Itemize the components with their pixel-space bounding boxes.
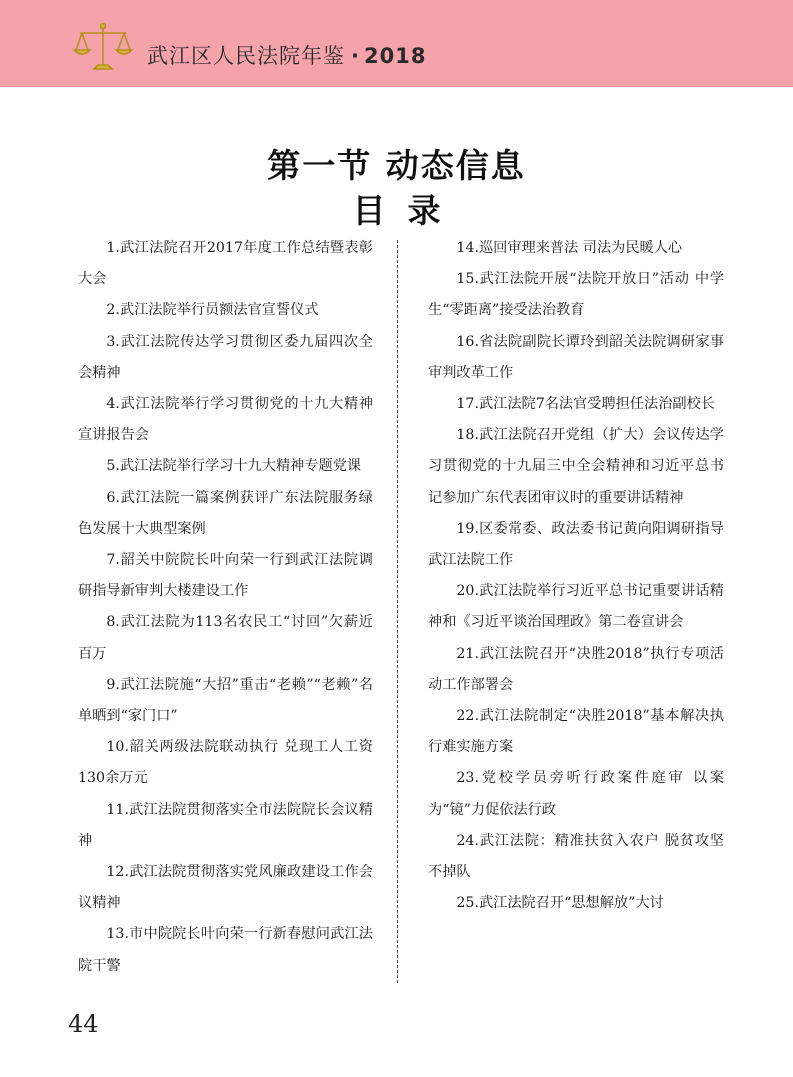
toc-entry: 7.韶关中院院长叶向荣一行到武江法院调研指导新审判大楼建设工作 xyxy=(78,552,373,600)
yearbook-title xyxy=(147,40,426,70)
toc-entry: 15.武江法院开展“法院开放日”活动 中学生“零距离”接受法治教育 xyxy=(428,271,724,319)
toc-entry: 22.武江法院制定“决胜2018”基本解决执行难实施方案 xyxy=(428,708,724,756)
toc-entry: 8.武江法院为113名农民工“讨回”欠薪近百万 xyxy=(78,614,373,662)
page-number: 44 xyxy=(68,1010,99,1038)
toc-entry: 11.武江法院贯彻落实全市法院院长会议精神 xyxy=(78,801,373,849)
toc-entry: 6.武江法院一篇案例获评广东法院服务绿色发展十大典型案例 xyxy=(78,489,373,537)
toc-entry: 13.市中院院长叶向荣一行新春慰问武江法院干警 xyxy=(78,926,373,974)
toc-entry: 21.武江法院召开“决胜2018”执行专项活动工作部署会 xyxy=(428,645,724,693)
toc-entry: 2.武江法院举行员额法官宣誓仪式 xyxy=(106,302,319,319)
yearbook-name: 武江区人民法院年鉴 xyxy=(147,44,345,68)
toc-entry: 3.武江法院传达学习贯彻区委九届四次全会精神 xyxy=(78,333,373,381)
toc-entry: 10.韶关两级法院联动执行 兑现工人工资130余万元 xyxy=(78,739,373,787)
toc-entry: 17.武江法院7名法官受聘担任法治副校长 xyxy=(456,396,715,413)
header-band xyxy=(0,0,793,87)
toc-entry: 20.武江法院举行习近平总书记重要讲话精神和《习近平谈治国理政》第二卷宣讲会 xyxy=(428,583,724,631)
title-separator: · xyxy=(351,44,360,68)
toc-entry: 12.武江法院贯彻落实党风廉政建设工作会议精神 xyxy=(78,864,373,912)
toc-column-right xyxy=(428,233,724,919)
toc-entry: 16.省法院副院长谭玲到韶关法院调研家事审判改革工作 xyxy=(428,333,724,381)
toc-entry: 19.区委常委、政法委书记黄向阳调研指导武江法院工作 xyxy=(428,520,724,569)
toc-title: 目录 xyxy=(352,191,463,230)
toc-entry: 14.巡回审理来普法 司法为民暖人心 xyxy=(456,240,683,256)
scales-of-justice-icon xyxy=(72,22,134,74)
section-title: 第一节 动态信息 xyxy=(267,146,526,185)
toc-entry: 23.党校学员旁听行政案件庭审 以案为“镜”力促依法行政 xyxy=(428,770,724,818)
toc-entry: 25.武江法院召开“思想解放”大讨 xyxy=(456,895,664,912)
toc-entry: 24.武江法院：精准扶贫入农户 脱贫攻坚不掉队 xyxy=(428,832,724,881)
toc-entry: 5.武江法院举行学习十九大精神专题党课 xyxy=(106,458,362,475)
toc-entry: 18.武江法院召开党组（扩大）会议传达学习贯彻党的十九届三中全会精神和习近平总书记参加广东代表团审议时的重要讲话精神 xyxy=(428,427,724,506)
column-divider xyxy=(397,240,398,983)
toc-entry: 1.武江法院召开2017年度工作总结暨表彰大会 xyxy=(78,240,373,288)
toc-entry: 4.武江法院举行学习贯彻党的十九大精神宣讲报告会 xyxy=(78,396,373,444)
toc-column-left xyxy=(78,233,373,982)
toc-entry: 9.武江法院施“大招”重击“老赖”“老赖”名单晒到“家门口” xyxy=(78,676,373,725)
yearbook-year: 2018 xyxy=(363,44,427,68)
